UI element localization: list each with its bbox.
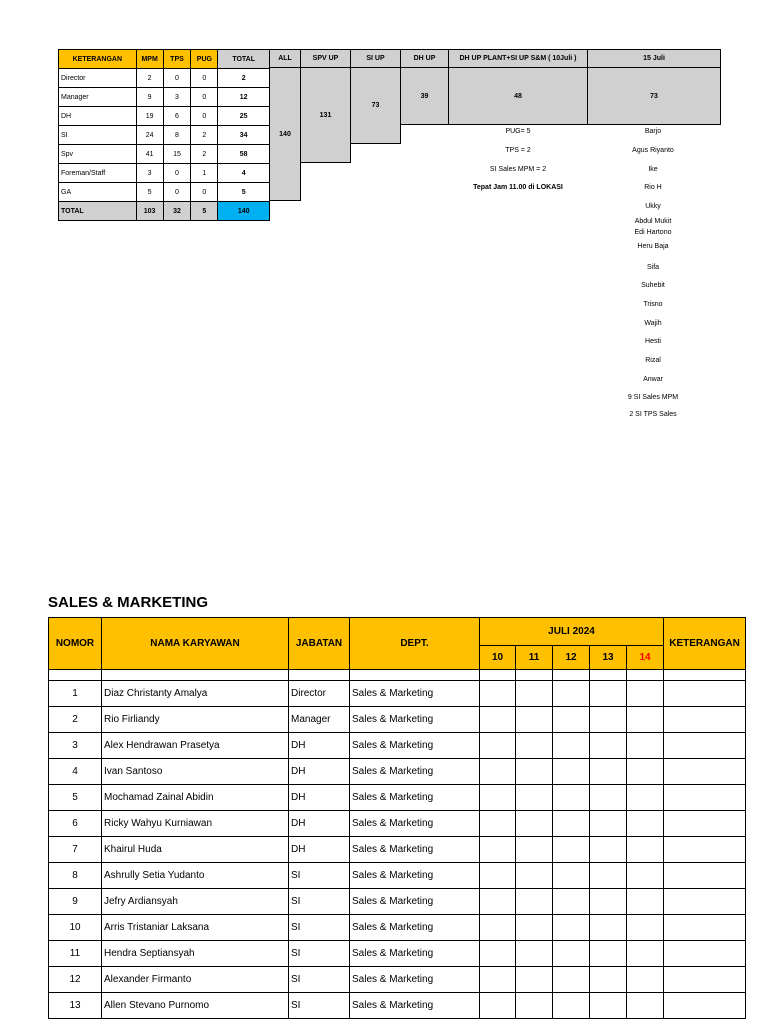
header-keterangan: KETERANGAN xyxy=(59,50,137,69)
cell-total: 2 xyxy=(218,69,270,88)
cell-day[interactable] xyxy=(590,811,627,837)
cell-day[interactable] xyxy=(627,707,664,733)
cell-day[interactable] xyxy=(516,707,553,733)
cell-day[interactable] xyxy=(516,915,553,941)
cell-day[interactable] xyxy=(480,837,516,863)
cell-dept: Sales & Marketing xyxy=(350,915,480,941)
cell-total: 25 xyxy=(218,107,270,126)
group-all-value: 140 xyxy=(269,67,301,201)
header-nomor: NOMOR xyxy=(49,618,102,670)
cell-tps: 0 xyxy=(163,164,191,183)
cell-dept: Sales & Marketing xyxy=(350,785,480,811)
group-dh-up-header: DH UP xyxy=(400,49,449,68)
cell-day[interactable] xyxy=(480,759,516,785)
cell-no: 1 xyxy=(49,681,102,707)
cell-keterangan[interactable] xyxy=(664,785,746,811)
cell-day[interactable] xyxy=(553,759,590,785)
attendee-name: Rizal xyxy=(645,357,661,364)
cell-day[interactable] xyxy=(553,837,590,863)
attendee-name: Heru Baja xyxy=(637,243,669,250)
cell-keterangan[interactable] xyxy=(664,681,746,707)
cell-tps: 32 xyxy=(163,202,191,221)
cell-pug: 0 xyxy=(191,69,218,88)
cell-no: 2 xyxy=(49,707,102,733)
group-spv-up-header: SPV UP xyxy=(300,49,351,68)
table-row xyxy=(49,811,746,837)
row-label: GA xyxy=(59,183,137,202)
cell-day[interactable] xyxy=(590,967,627,993)
cell-day[interactable] xyxy=(480,967,516,993)
cell-jabatan: SI xyxy=(289,889,350,915)
cell-day[interactable] xyxy=(480,811,516,837)
summary-row xyxy=(59,164,270,183)
cell-day[interactable] xyxy=(553,707,590,733)
cell-day[interactable] xyxy=(480,681,516,707)
cell-keterangan[interactable] xyxy=(664,941,746,967)
group-july15-header: 15 Juli xyxy=(587,49,721,68)
header-day: 13 xyxy=(590,646,627,670)
cell-day[interactable] xyxy=(590,863,627,889)
cell-dept: Sales & Marketing xyxy=(350,707,480,733)
cell-day[interactable] xyxy=(590,785,627,811)
cell-dept: Sales & Marketing xyxy=(350,733,480,759)
table-row xyxy=(49,759,746,785)
cell-name: Ivan Santoso xyxy=(102,759,289,785)
cell-jabatan: DH xyxy=(289,785,350,811)
cell-day[interactable] xyxy=(553,967,590,993)
header-total: TOTAL xyxy=(218,50,270,69)
cell-day[interactable] xyxy=(516,759,553,785)
cell-pug: 2 xyxy=(191,145,218,164)
group-si-up-header: SI UP xyxy=(350,49,401,68)
cell-jabatan: SI xyxy=(289,915,350,941)
attendee-name: Abdul Mukit xyxy=(634,218,672,225)
group-plant-value: 48 xyxy=(448,67,588,125)
cell-day[interactable] xyxy=(627,915,664,941)
cell-name: Allen Stevano Purnomo xyxy=(102,993,289,1019)
sm-header-row xyxy=(49,618,746,646)
cell-name: Hendra Septiansyah xyxy=(102,941,289,967)
cell-jabatan: SI xyxy=(289,941,350,967)
header-nama: NAMA KARYAWAN xyxy=(102,618,289,670)
cell-no: 9 xyxy=(49,889,102,915)
cell-day[interactable] xyxy=(480,915,516,941)
attendee-name: Suhebit xyxy=(641,282,665,289)
cell-name: Jefry Ardiansyah xyxy=(102,889,289,915)
cell-jabatan: SI xyxy=(289,967,350,993)
cell-jabatan: DH xyxy=(289,733,350,759)
cell-day[interactable] xyxy=(590,915,627,941)
cell-dept: Sales & Marketing xyxy=(350,759,480,785)
cell-total: 34 xyxy=(218,126,270,145)
summary-row xyxy=(59,183,270,202)
cell-day[interactable] xyxy=(516,863,553,889)
cell-name: Alexander Firmanto xyxy=(102,967,289,993)
cell-tps: 3 xyxy=(163,88,191,107)
cell-day[interactable] xyxy=(553,941,590,967)
cell-day[interactable] xyxy=(627,681,664,707)
summary-header-row xyxy=(59,50,270,69)
table-row xyxy=(49,941,746,967)
cell-dept: Sales & Marketing xyxy=(350,993,480,1019)
attendee-name: Barjo xyxy=(644,128,662,135)
cell-day[interactable] xyxy=(553,681,590,707)
cell-dept: Sales & Marketing xyxy=(350,811,480,837)
cell-day[interactable] xyxy=(627,863,664,889)
cell-jabatan: DH xyxy=(289,759,350,785)
cell-mpm: 19 xyxy=(136,107,163,126)
row-label: DH xyxy=(59,107,137,126)
group-all-header: ALL xyxy=(269,49,301,68)
cell-day[interactable] xyxy=(627,993,664,1019)
cell-dept: Sales & Marketing xyxy=(350,681,480,707)
cell-total: 4 xyxy=(218,164,270,183)
cell-tps: 0 xyxy=(163,183,191,202)
cell-day[interactable] xyxy=(480,941,516,967)
cell-day[interactable] xyxy=(590,681,627,707)
cell-jabatan: Manager xyxy=(289,707,350,733)
attendee-name: Agus Riyanto xyxy=(632,147,674,154)
cell-day[interactable] xyxy=(627,889,664,915)
cell-pug: 1 xyxy=(191,164,218,183)
header-pug: PUG xyxy=(191,50,218,69)
cell-day[interactable] xyxy=(553,863,590,889)
row-label: TOTAL xyxy=(59,202,137,221)
header-day: 11 xyxy=(516,646,553,670)
cell-day[interactable] xyxy=(627,837,664,863)
cell-day[interactable] xyxy=(553,993,590,1019)
cell-keterangan[interactable] xyxy=(664,811,746,837)
cell-day[interactable] xyxy=(516,785,553,811)
attendee-name: Trisno xyxy=(643,301,663,308)
cell-no: 10 xyxy=(49,915,102,941)
cell-pug: 5 xyxy=(191,202,218,221)
cell-keterangan[interactable] xyxy=(664,707,746,733)
cell-day[interactable] xyxy=(553,785,590,811)
note-pug: PUG= 5 xyxy=(505,128,531,135)
cell-total: 5 xyxy=(218,183,270,202)
cell-day[interactable] xyxy=(627,759,664,785)
cell-jabatan: SI xyxy=(289,863,350,889)
cell-keterangan[interactable] xyxy=(664,837,746,863)
summary-row xyxy=(59,107,270,126)
table-row xyxy=(49,915,746,941)
cell-day[interactable] xyxy=(516,967,553,993)
cell-day[interactable] xyxy=(516,837,553,863)
cell-pug: 0 xyxy=(191,107,218,126)
cell-name: Khairul Huda xyxy=(102,837,289,863)
cell-jabatan: Director xyxy=(289,681,350,707)
cell-day[interactable] xyxy=(553,889,590,915)
summary-row xyxy=(59,126,270,145)
attendee-name: Hesti xyxy=(645,338,661,345)
row-label: Foreman/Staff xyxy=(59,164,137,183)
table-row xyxy=(49,785,746,811)
cell-jabatan: SI xyxy=(289,993,350,1019)
table-row xyxy=(49,993,746,1019)
row-label: SI xyxy=(59,126,137,145)
cell-dept: Sales & Marketing xyxy=(350,941,480,967)
cell-day[interactable] xyxy=(553,811,590,837)
table-row xyxy=(49,863,746,889)
row-label: Director xyxy=(59,69,137,88)
sales-marketing-title: SALES & MARKETING xyxy=(48,594,209,611)
cell-mpm: 24 xyxy=(136,126,163,145)
cell-tps: 8 xyxy=(163,126,191,145)
group-dh-up-value: 39 xyxy=(400,67,449,125)
cell-day[interactable] xyxy=(590,837,627,863)
cell-mpm: 3 xyxy=(136,164,163,183)
cell-pug: 2 xyxy=(191,126,218,145)
cell-day[interactable] xyxy=(516,733,553,759)
cell-day[interactable] xyxy=(516,811,553,837)
group-plant-header: DH UP PLANT+SI UP S&M ( 10Juli ) xyxy=(448,49,588,68)
attendee-name: Wajih xyxy=(644,320,662,327)
cell-day[interactable] xyxy=(480,785,516,811)
cell-day[interactable] xyxy=(627,785,664,811)
cell-day[interactable] xyxy=(553,733,590,759)
header-keterangan: KETERANGAN xyxy=(664,618,746,670)
header-month: JULI 2024 xyxy=(480,618,664,646)
cell-total: 140 xyxy=(218,202,270,221)
cell-tps: 0 xyxy=(163,69,191,88)
attendee-name: Ike xyxy=(648,166,658,173)
table-row xyxy=(49,837,746,863)
cell-day[interactable] xyxy=(480,733,516,759)
cell-name: Mochamad Zainal Abidin xyxy=(102,785,289,811)
cell-day[interactable] xyxy=(590,707,627,733)
cell-day[interactable] xyxy=(516,681,553,707)
cell-jabatan: DH xyxy=(289,837,350,863)
cell-day[interactable] xyxy=(590,889,627,915)
cell-day[interactable] xyxy=(590,759,627,785)
cell-name: Alex Hendrawan Prasetya xyxy=(102,733,289,759)
cell-no: 4 xyxy=(49,759,102,785)
cell-day[interactable] xyxy=(590,941,627,967)
table-row xyxy=(49,707,746,733)
cell-name: Rio Firliandy xyxy=(102,707,289,733)
table-row xyxy=(49,889,746,915)
cell-dept: Sales & Marketing xyxy=(350,837,480,863)
cell-day[interactable] xyxy=(627,967,664,993)
header-tps: TPS xyxy=(163,50,191,69)
cell-jabatan: DH xyxy=(289,811,350,837)
cell-pug: 0 xyxy=(191,183,218,202)
cell-day[interactable] xyxy=(480,889,516,915)
cell-day[interactable] xyxy=(516,889,553,915)
cell-name: Ricky Wahyu Kurniawan xyxy=(102,811,289,837)
cell-dept: Sales & Marketing xyxy=(350,967,480,993)
cell-mpm: 41 xyxy=(136,145,163,164)
cell-no: 7 xyxy=(49,837,102,863)
note-tps: TPS = 2 xyxy=(505,147,531,154)
cell-no: 6 xyxy=(49,811,102,837)
cell-keterangan[interactable] xyxy=(664,759,746,785)
header-mpm: MPM xyxy=(136,50,163,69)
cell-dept: Sales & Marketing xyxy=(350,889,480,915)
cell-day[interactable] xyxy=(516,993,553,1019)
attendee-name: 2 SI TPS Sales xyxy=(629,411,677,418)
cell-keterangan[interactable] xyxy=(664,967,746,993)
cell-no: 3 xyxy=(49,733,102,759)
cell-day[interactable] xyxy=(480,707,516,733)
attendee-name: Rio H xyxy=(644,184,662,191)
attendee-name: Edi Hartono xyxy=(634,229,672,236)
table-row xyxy=(49,967,746,993)
note-si-sales: SI Sales MPM = 2 xyxy=(489,166,547,173)
header-day-holiday: 14 xyxy=(627,646,664,670)
sm-spacer-row xyxy=(49,670,746,681)
cell-day[interactable] xyxy=(627,941,664,967)
attendee-name: Sifa xyxy=(646,264,660,271)
group-july15-value: 73 xyxy=(587,67,721,125)
cell-name: Arris Tristaniar Laksana xyxy=(102,915,289,941)
cell-no: 12 xyxy=(49,967,102,993)
cell-day[interactable] xyxy=(480,863,516,889)
cell-no: 8 xyxy=(49,863,102,889)
cell-no: 5 xyxy=(49,785,102,811)
cell-keterangan[interactable] xyxy=(664,863,746,889)
cell-keterangan[interactable] xyxy=(664,889,746,915)
summary-total-row xyxy=(59,202,270,221)
summary-row xyxy=(59,88,270,107)
group-si-up-value: 73 xyxy=(350,67,401,144)
cell-name: Ashrully Setia Yudanto xyxy=(102,863,289,889)
cell-day[interactable] xyxy=(590,993,627,1019)
table-row xyxy=(49,681,746,707)
cell-day[interactable] xyxy=(590,733,627,759)
sales-marketing-table xyxy=(48,617,746,1019)
summary-row xyxy=(59,145,270,164)
header-jabatan: JABATAN xyxy=(289,618,350,670)
cell-day[interactable] xyxy=(627,733,664,759)
cell-mpm: 9 xyxy=(136,88,163,107)
cell-dept: Sales & Marketing xyxy=(350,863,480,889)
summary-row xyxy=(59,69,270,88)
cell-total: 12 xyxy=(218,88,270,107)
cell-pug: 0 xyxy=(191,88,218,107)
cell-tps: 6 xyxy=(163,107,191,126)
cell-day[interactable] xyxy=(480,993,516,1019)
table-row xyxy=(49,733,746,759)
attendee-name: Ukky xyxy=(645,203,661,210)
header-dept: DEPT. xyxy=(350,618,480,670)
header-day: 10 xyxy=(480,646,516,670)
attendee-name: Anwar xyxy=(643,376,663,383)
group-spv-up-value: 131 xyxy=(300,67,351,163)
cell-day[interactable] xyxy=(553,915,590,941)
summary-table xyxy=(58,49,270,221)
attendee-name: 9 SI Sales MPM xyxy=(627,394,679,401)
cell-total: 58 xyxy=(218,145,270,164)
cell-keterangan[interactable] xyxy=(664,915,746,941)
note-time-location: Tepat Jam 11.00 di LOKASI xyxy=(473,184,563,191)
header-day: 12 xyxy=(553,646,590,670)
cell-name: Diaz Christanty Amalya xyxy=(102,681,289,707)
cell-keterangan[interactable] xyxy=(664,993,746,1019)
cell-day[interactable] xyxy=(627,811,664,837)
row-label: Spv xyxy=(59,145,137,164)
cell-day[interactable] xyxy=(516,941,553,967)
cell-tps: 15 xyxy=(163,145,191,164)
row-label: Manager xyxy=(59,88,137,107)
cell-no: 13 xyxy=(49,993,102,1019)
cell-mpm: 5 xyxy=(136,183,163,202)
cell-mpm: 2 xyxy=(136,69,163,88)
cell-no: 11 xyxy=(49,941,102,967)
cell-keterangan[interactable] xyxy=(664,733,746,759)
cell-mpm: 103 xyxy=(136,202,163,221)
